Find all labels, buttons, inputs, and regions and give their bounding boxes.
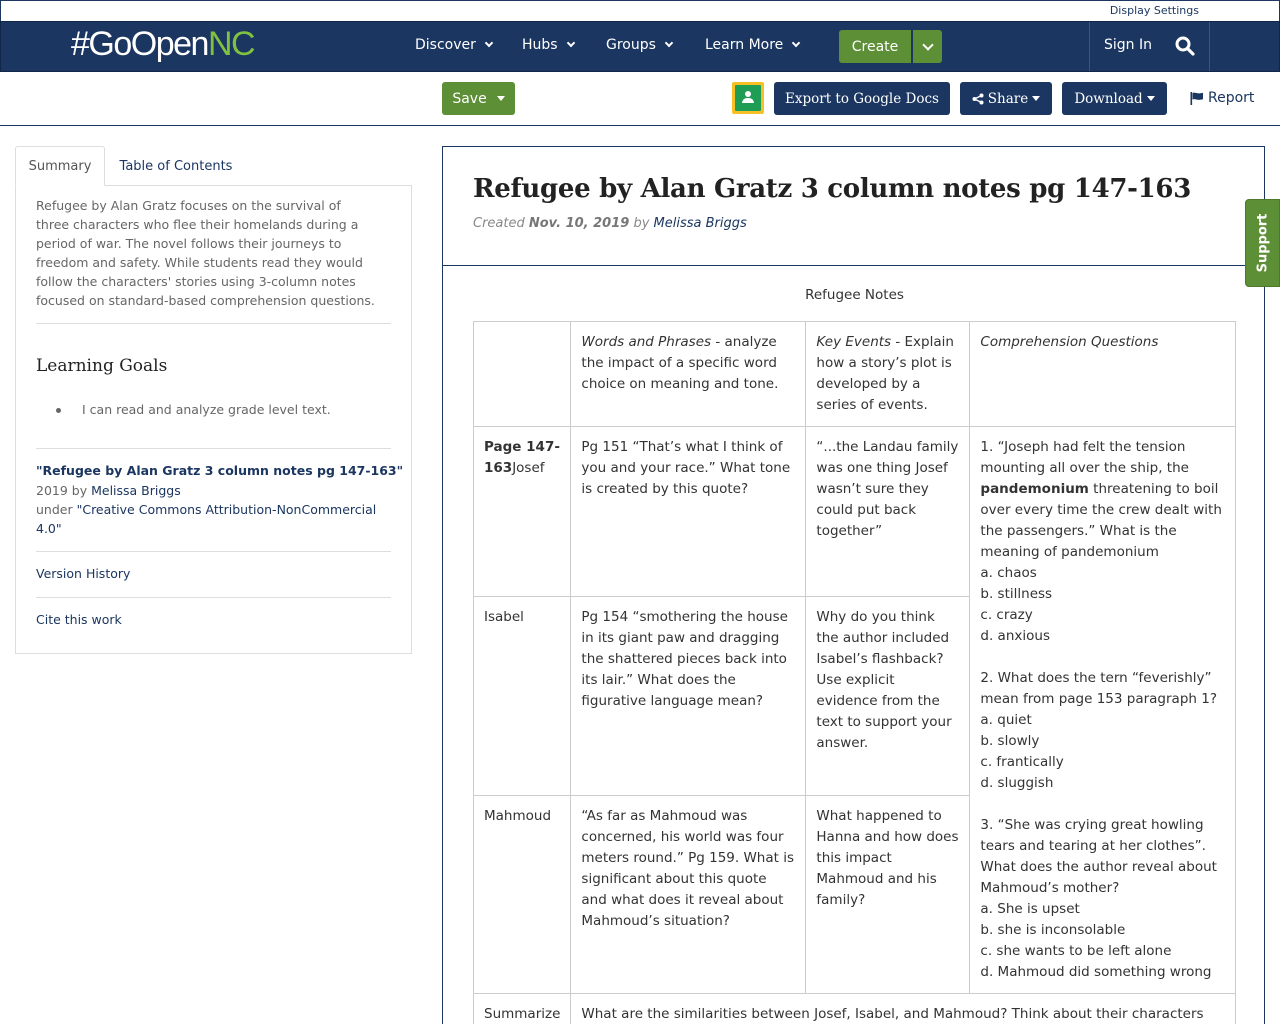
license-link[interactable]: "Creative Commons Attribution-NonCommercial 4.0" [36, 502, 377, 536]
table-cell: What happened to Hanna and how does this impact Mahmoud and his family? [806, 795, 970, 993]
utility-bar [0, 0, 1280, 21]
chevron-down-icon [665, 39, 673, 47]
table-row [474, 994, 1236, 1024]
table-row [474, 427, 1236, 597]
nav-learn-more[interactable] [705, 37, 799, 53]
row-label-summarize: Summarize [474, 994, 571, 1024]
created-date: Nov. 10, 2019 [528, 216, 630, 231]
share-button-label: Share [987, 90, 1029, 107]
page-title: Refugee by Alan Gratz 3 column notes pg 147-163 [473, 174, 1192, 204]
share-icon [972, 93, 984, 105]
tab-table-of-contents[interactable]: Table of Contents [119, 158, 233, 174]
resource-action-bar [0, 72, 1280, 126]
nav-hubs[interactable] [522, 37, 574, 53]
support-label: Support [1255, 213, 1270, 273]
summary-text: Refugee by Alan Gratz focuses on the survival of three characters who flee their homelands during a period of war. The novel follows their journeys to freedom and safety. While students read they would follow the characters' stories using 3-column notes focused on standard-based comprehension questions. [36, 198, 375, 308]
chevron-down-icon [485, 39, 493, 47]
citation-title: "Refugee by Alan Gratz 3 column notes pg 147-163" [36, 463, 404, 478]
learning-goals-heading: Learning Goals [36, 356, 168, 376]
nav-groups-label: Groups [606, 37, 656, 53]
author-link[interactable]: Melissa Briggs [653, 216, 747, 231]
table-cell: Pg 154 “smothering the house in its giant paw and dragging the shattered pieces back into its lair.” What does the figurative language mean? [571, 597, 806, 795]
answer-option: b. slowly [980, 733, 1040, 749]
chevron-down-icon [792, 39, 800, 47]
save-button[interactable] [442, 82, 515, 115]
cite-this-work-link[interactable]: Cite this work [36, 612, 122, 627]
table-cell: What are the similarities between Josef, Isabel, and Mahmoud? Think about their characters [571, 994, 1236, 1024]
divider [36, 551, 391, 552]
answer-option: a. She is upset [980, 901, 1080, 917]
search-icon[interactable] [1175, 36, 1195, 56]
answer-option: c. frantically [980, 754, 1064, 770]
notes-title: Refugee Notes [805, 287, 904, 303]
key-events-header: Key Events - Explain how a story’s plot is developed by a series of events. [806, 322, 970, 427]
export-google-docs-button[interactable]: Export to Google Docs [774, 82, 950, 115]
answer-option: d. anxious [980, 628, 1050, 644]
bullet-icon [56, 408, 61, 413]
table-cell [474, 322, 571, 427]
row-label-isabel: Isabel [474, 597, 571, 795]
main-navbar [0, 21, 1280, 72]
answer-option: b. stillness [980, 586, 1053, 602]
sign-in-link[interactable]: Sign In [1104, 37, 1152, 53]
divider [36, 597, 391, 598]
sidebar-tabs [15, 146, 412, 186]
report-link[interactable] [1190, 90, 1254, 106]
answer-option: d. Mahmoud did something wrong [980, 964, 1212, 980]
flag-icon [1190, 92, 1204, 105]
support-tab[interactable] [1245, 199, 1280, 287]
nav-hubs-label: Hubs [522, 37, 558, 53]
share-button[interactable] [960, 82, 1052, 115]
learning-goal-item: I can read and analyze grade level text. [82, 402, 331, 417]
resource-header [443, 147, 1265, 266]
create-dropdown-button[interactable] [913, 30, 942, 63]
nav-groups[interactable] [606, 37, 672, 53]
created-byline: Created Nov. 10, 2019 by Melissa Briggs [473, 216, 747, 231]
row-label-mahmoud: Mahmoud [474, 795, 571, 993]
google-classroom-icon[interactable] [732, 82, 764, 114]
chevron-down-icon [566, 39, 574, 47]
caret-down-icon [1032, 96, 1040, 101]
answer-option: d. sluggish [980, 775, 1054, 791]
words-phrases-header: Words and Phrases - analyze the impact of a specific word choice on meaning and tone. [571, 322, 806, 427]
caret-down-icon [1147, 96, 1155, 101]
report-label: Report [1208, 90, 1255, 106]
chevron-down-icon [922, 39, 933, 50]
answer-option: a. quiet [980, 712, 1032, 728]
site-logo[interactable]: #GoOpenNC [71, 25, 255, 63]
download-button[interactable] [1062, 82, 1167, 115]
table-header-row [474, 322, 1236, 427]
citation-byline: 2019 by Melissa Briggs [36, 483, 181, 498]
answer-option: c. crazy [980, 607, 1033, 623]
table-cell: Pg 151 “That’s what I think of you and your race.” What tone is created by this quote? [571, 427, 806, 597]
table-cell: “As far as Mahmoud was concerned, his world was four meters round.” Pg 159. What is significant about this quote and what does it reveal about Mahmoud’s situation? [571, 795, 806, 993]
divider [36, 448, 391, 449]
divider [36, 323, 391, 324]
citation-author-link[interactable]: Melissa Briggs [91, 483, 181, 498]
answer-option: b. she is inconsolable [980, 922, 1126, 938]
resource-sidebar [15, 146, 412, 654]
display-settings-link[interactable]: Display Settings [1109, 4, 1199, 17]
row-label-josef: Page 147-163Josef [474, 427, 571, 597]
comprehension-questions-header: Comprehension Questions [970, 322, 1236, 427]
caret-down-icon [497, 96, 505, 101]
comprehension-questions-cell [970, 427, 1236, 994]
nav-discover-label: Discover [415, 37, 476, 53]
create-button[interactable]: Create [839, 30, 911, 63]
answer-option: c. she wants to be left alone [980, 943, 1172, 959]
citation-license: under "Creative Commons Attribution-NonCommercial 4.0" [36, 502, 377, 536]
resource-content [442, 146, 1265, 1024]
question-2: 2. What does the tern “feverishly” mean from page 153 paragraph 1? [980, 670, 1217, 707]
version-history-link[interactable]: Version History [36, 566, 131, 581]
question-1: 1. “Joseph had felt the tension mounting all over the ship, the pandemonium threatening to boil over every time the crew dealt with the passengers.” What is the meaning of pandemonium [980, 439, 1222, 560]
table-cell: Why do you think the author included Isabel’s flashback? Use explicit evidence from the text to support your answer. [806, 597, 970, 795]
notes-table [473, 321, 1236, 1024]
answer-option: a. chaos [980, 565, 1037, 581]
nav-divider [1089, 22, 1090, 71]
question-3: 3. “She was crying great howling tears and tearing at her clothes”. What does the author reveal about Mahmoud’s mother? [980, 817, 1217, 896]
save-button-label: Save [452, 90, 487, 107]
nav-learn-more-label: Learn More [705, 37, 784, 53]
download-button-label: Download [1074, 90, 1143, 107]
summary-panel [15, 185, 412, 654]
tab-summary[interactable]: Summary [15, 146, 105, 186]
table-cell: “...the Landau family was one thing Josef wasn’t sure they could put back together” [806, 427, 970, 597]
nav-divider [1209, 22, 1210, 71]
nav-discover[interactable] [415, 37, 492, 53]
